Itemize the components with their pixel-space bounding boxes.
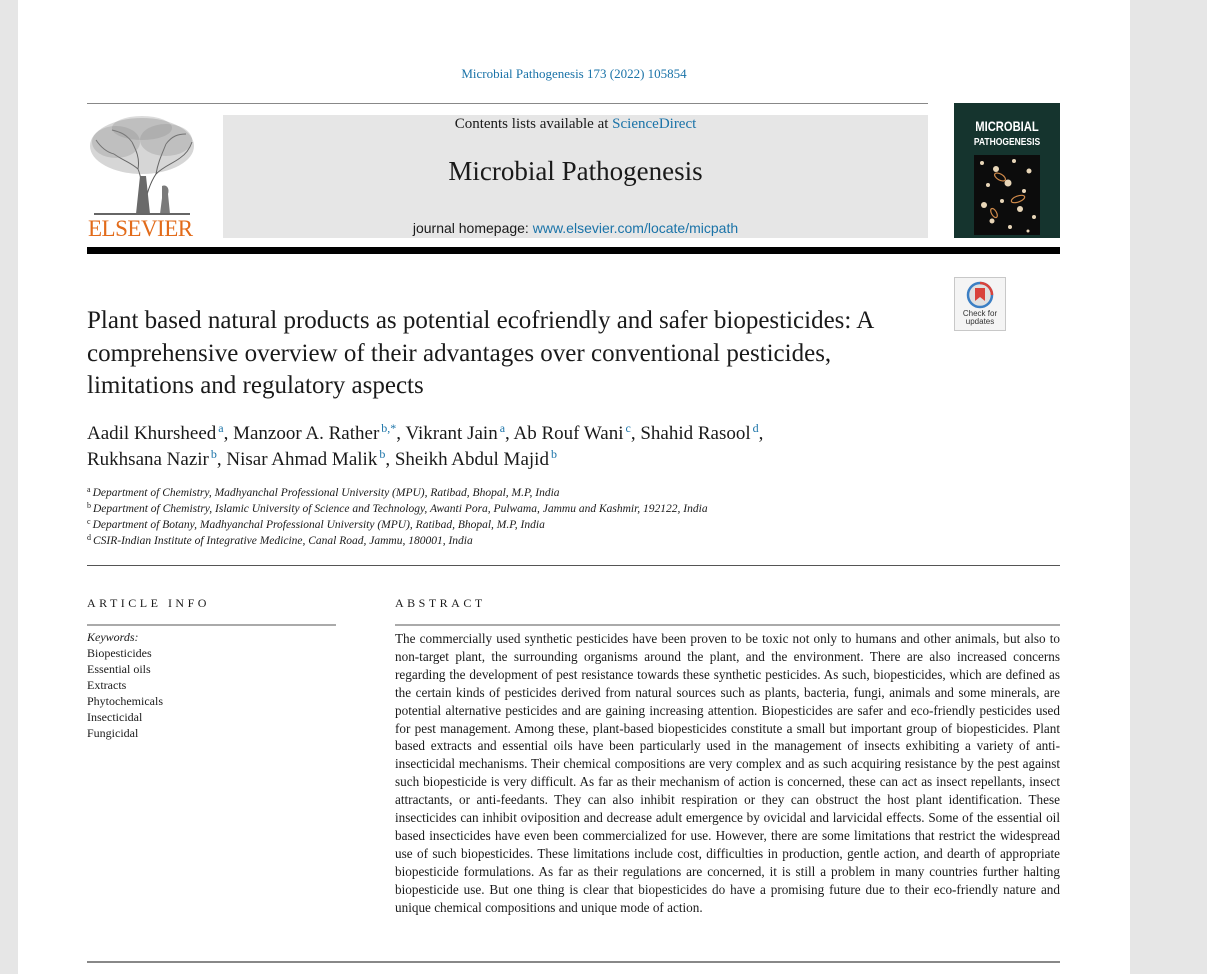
author-affiliation-link[interactable]: a bbox=[218, 421, 224, 435]
author-3: Vikrant Jain $^a$, bbox=[405, 421, 514, 444]
crossmark-icon bbox=[966, 281, 994, 309]
author-1: Aadil Khursheed $^a$, bbox=[87, 421, 234, 444]
affiliation-b: $^b$ Department of Chemistry, Islamic University of Science and Technology, Awanti Pora, Pulwama, Jammu and Kashmir, 192122, India bbox=[87, 501, 708, 515]
author-4: Ab Rouf Wani $^c$, bbox=[513, 421, 641, 444]
journal-banner bbox=[223, 115, 928, 238]
pdf-page bbox=[18, 0, 1130, 974]
author-8: Sheikh Abdul Majid $^b$ bbox=[394, 447, 557, 470]
journal-cover-image bbox=[954, 103, 1060, 238]
affiliation-d: $^d$ CSIR-Indian Institute of Integrative Medicine, Canal Road, Jammu, 180001, India bbox=[87, 533, 473, 547]
abstract-heading: ABSTRACT bbox=[395, 596, 486, 610]
author-affiliation-link[interactable]: b bbox=[210, 447, 217, 461]
section-divider bbox=[87, 565, 1060, 566]
author-affiliation-link[interactable]: c bbox=[625, 421, 631, 435]
cover-title: MICROBIAL bbox=[975, 118, 1039, 134]
article-title: Plant based natural products as potential ecofriendly and safer biopesticides: A comprehensive overview of their advantages over conventional pesticides, limitations and regulatory aspects bbox=[87, 307, 873, 399]
keywords-label: Keywords: bbox=[87, 630, 139, 644]
abstract-rule bbox=[395, 624, 1060, 626]
author-affiliation-link[interactable]: b bbox=[379, 447, 386, 461]
check-for-updates-label: Check for updates bbox=[962, 309, 998, 326]
journal-title: Microbial Pathogenesis bbox=[448, 156, 703, 186]
keywords-list bbox=[87, 629, 327, 741]
elsevier-wordmark: ELSEVIER bbox=[88, 216, 193, 241]
abstract-text: The commercially used synthetic pesticides have been proven to be toxic not only to humans and other animals, but also to non-target plant, the surrounding organisms around the plant, and the environment. There are also increased concerns regarding the development of pest resistance towards these synthetic pesticides. As such, biopesticides, which are defined as the certain kinds of pesticides derived from natural sources such as plants, bacteria, fungi, animals and some minerals, are potential alternative pesticides and are gaining increasing attention. Biopesticides are safer and eco-friendly pesticides used for pest management. Among these, plant-based biopesticides constitute a small but important group of biopesticides. Plant based extracts and essential oils have been particularly used in the management of insects exhibiting a variety of anti-insecticidal mechanisms. Their chemical compositions are very complex and as such acquiring resistance by the pest against such biopesticide is very difficult. As far as their mechanism of action is concerned, these can act as insect repellants, insect attractants, or anti-feedants. They can also inhibit respiration or they can obstruct the host plant identification. These insecticides can inhibit oviposition and decrease adult emergence by ovicidal and larvicidal effects. Some of the essential oil based insecticides have even been commercialized for use. However, there are some limitations that restrict the widespread use of such biopesticides. These limitations include cost, difficulties in production, gentle action, and dearth of appropriate biopesticide formulations. As far as their regulations are concerned, it is still a problem in many countries further halting biopesticide use. But one thing is clear that biopesticides do have a promising future due to their eco-friendly nature and unique chemical compositions and unique mode of action. bbox=[395, 631, 1060, 915]
author-5: Shahid Rasool $^d$, bbox=[640, 421, 764, 444]
article-info-rule bbox=[87, 624, 336, 626]
author-7: Nisar Ahmad Malik $^b$, bbox=[226, 447, 395, 470]
contents-available-line bbox=[223, 115, 928, 133]
journal-homepage-line bbox=[223, 219, 928, 237]
author-affiliation-link[interactable]: b,* bbox=[381, 421, 397, 435]
check-for-updates-badge[interactable] bbox=[954, 277, 1006, 331]
affiliation-list bbox=[87, 485, 987, 549]
author-affiliation-link[interactable]: d bbox=[752, 421, 759, 435]
cover-microbe-art-icon bbox=[974, 155, 1040, 235]
header-top-rule bbox=[87, 103, 928, 104]
author-affiliation-link[interactable]: b bbox=[550, 447, 557, 461]
author-2: Manzoor A. Rather $^{b,*}$, bbox=[233, 421, 406, 444]
keyword-item: Phytochemicals bbox=[87, 694, 163, 708]
keyword-item: Biopesticides bbox=[87, 646, 152, 660]
header-thick-rule bbox=[87, 247, 1060, 254]
keyword-item: Insecticidal bbox=[87, 710, 143, 724]
sciencedirect-link[interactable]: ScienceDirect bbox=[612, 116, 697, 132]
abstract-bottom-rule bbox=[87, 961, 1060, 963]
cover-subtitle: PATHOGENESIS bbox=[973, 137, 1041, 148]
affiliation-a: $^a$ Department of Chemistry, Madhyanchal Professional University (MPU), Ratibad, Bhopal, M.P, India bbox=[87, 485, 560, 499]
author-list bbox=[87, 421, 987, 473]
contents-prefix: Contents lists available at bbox=[454, 116, 613, 132]
keyword-item: Extracts bbox=[87, 678, 127, 692]
author-affiliation-link[interactable]: a bbox=[499, 421, 506, 435]
keyword-item: Essential oils bbox=[87, 662, 151, 676]
homepage-prefix: journal homepage: bbox=[412, 220, 533, 236]
affiliation-c: $^c$ Department of Botany, Madhyanchal Professional University (MPU), Ratibad, Bhopal, M.P, India bbox=[87, 517, 545, 531]
article-info-heading: ARTICLE INFO bbox=[87, 596, 210, 610]
keyword-item: Fungicidal bbox=[87, 726, 139, 740]
author-6: Rukhsana Nazir $^b$, bbox=[87, 447, 227, 470]
citation-link[interactable]: Microbial Pathogenesis 173 (2022) 105854 bbox=[461, 66, 687, 81]
journal-homepage-link[interactable]: www.elsevier.com/locate/micpath bbox=[532, 220, 739, 236]
